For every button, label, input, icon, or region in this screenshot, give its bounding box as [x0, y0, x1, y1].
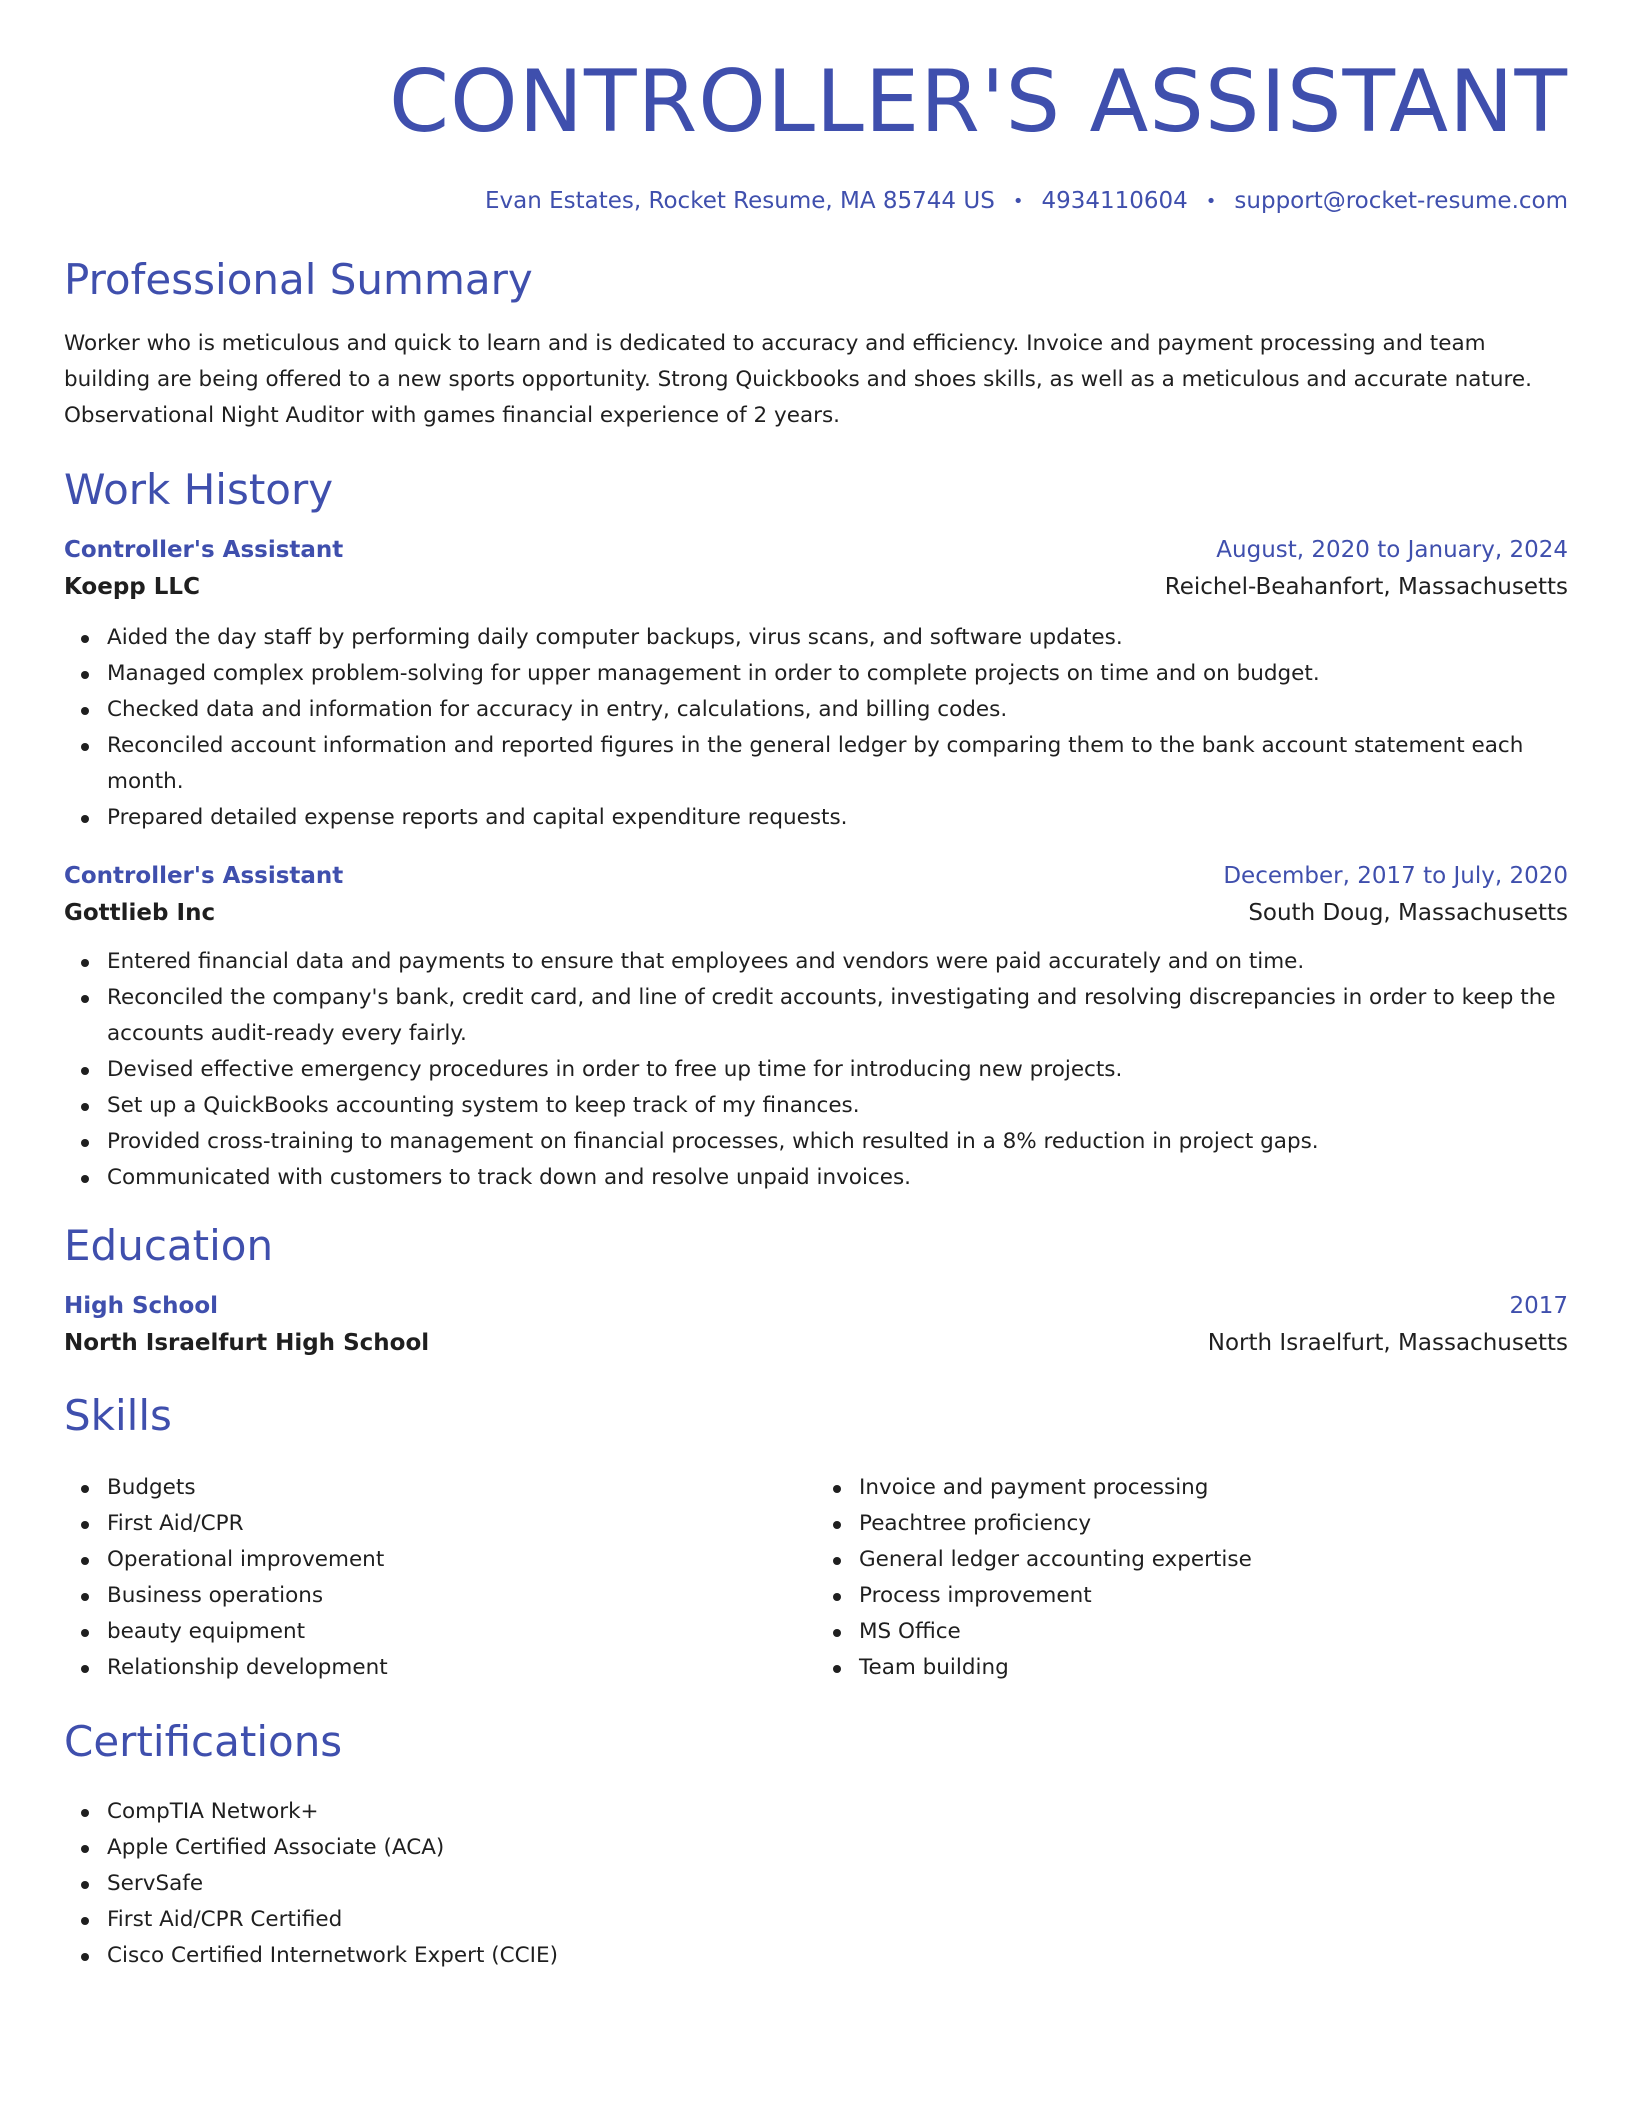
contact-phone: 4934110604 — [1041, 188, 1188, 214]
skill-item: beauty equipment — [107, 1614, 816, 1650]
education-location: North Israelfurt, Massachusetts — [1207, 1330, 1568, 1356]
skill-item: Business operations — [107, 1578, 816, 1614]
certifications-list — [64, 1794, 1568, 1974]
job-bullet: Communicated with customers to track down and resolve unpaid invoices. — [107, 1160, 1568, 1196]
job-bullet: Aided the day staff by performing daily computer backups, virus scans, and software updates. — [107, 620, 1568, 656]
skill-item: Process improvement — [859, 1578, 1568, 1614]
skill-item: Relationship development — [107, 1650, 816, 1686]
contact-separator: • — [1205, 190, 1217, 212]
skill-item: Operational improvement — [107, 1542, 816, 1578]
skill-item: Team building — [859, 1650, 1568, 1686]
education-entry — [64, 1290, 1568, 1360]
job-bullet: Entered financial data and payments to ensure that employees and vendors were paid accurately and on time. — [107, 944, 1568, 980]
job-entry — [64, 534, 1568, 836]
skills-list-left — [64, 1470, 816, 1686]
job-dates: August, 2020 to January, 2024 — [1216, 537, 1568, 563]
section-title-skills: Skills — [64, 1391, 172, 1440]
job-bullet: Managed complex problem-solving for upper management in order to complete projects on time and on budget. — [107, 656, 1568, 692]
skill-item: Budgets — [107, 1470, 816, 1506]
job-entry — [64, 860, 1568, 1196]
section-title-summary: Professional Summary — [64, 255, 533, 304]
education-year: 2017 — [1509, 1293, 1568, 1319]
education-degree: High School — [64, 1293, 219, 1319]
job-dates: December, 2017 to July, 2020 — [1223, 863, 1568, 889]
job-title-row — [64, 860, 1568, 892]
education-school: North Israelfurt High School — [64, 1330, 430, 1356]
job-title: Controller's Assistant — [64, 537, 344, 563]
job-employer: Koepp LLC — [64, 574, 200, 600]
job-bullet: Set up a QuickBooks accounting system to keep track of my finances. — [107, 1088, 1568, 1124]
contact-separator: • — [1012, 190, 1024, 212]
certification-item: First Aid/CPR Certified — [107, 1902, 1568, 1938]
job-bullet: Reconciled account information and reported figures in the general ledger by comparing them to the bank account statement each month. — [107, 728, 1568, 800]
section-title-education: Education — [64, 1221, 274, 1270]
job-employer: Gottlieb Inc — [64, 900, 216, 926]
skill-item: Peachtree proficiency — [859, 1506, 1568, 1542]
job-bullets — [64, 620, 1568, 836]
job-title: Controller's Assistant — [64, 863, 344, 889]
certification-item: ServSafe — [107, 1866, 1568, 1902]
job-bullets — [64, 944, 1568, 1196]
education-school-row — [64, 1326, 1568, 1360]
job-bullet: Devised effective emergency procedures in order to free up time for introducing new projects. — [107, 1052, 1568, 1088]
job-employer-row — [64, 896, 1568, 930]
summary-text: Worker who is meticulous and quick to learn and is dedicated to accuracy and efficiency. Invoice and payment processing and team building are being offered to a new sports opportunity. Strong Quickbooks and shoes skills, as well as a meticulous and accurate nature. Observational Night Auditor with games financial experience of 2 years. — [64, 331, 1532, 428]
skills-columns — [64, 1470, 1568, 1686]
certification-item: Apple Certified Associate (ACA) — [107, 1830, 1568, 1866]
education-degree-row — [64, 1290, 1568, 1322]
candidate-name: CONTROLLER'S ASSISTANT — [388, 52, 1568, 152]
job-bullet: Prepared detailed expense reports and capital expenditure requests. — [107, 800, 1568, 836]
contact-email: support@rocket-resume.com — [1234, 188, 1568, 214]
job-location: Reichel-Beahanfort, Massachusetts — [1164, 574, 1568, 600]
section-title-work-history: Work History — [64, 465, 334, 514]
contact-address: Evan Estates, Rocket Resume, MA 85744 US — [485, 188, 995, 214]
contact-line — [64, 188, 1568, 214]
job-bullet: Checked data and information for accuracy in entry, calculations, and billing codes. — [107, 692, 1568, 728]
skill-item: MS Office — [859, 1614, 1568, 1650]
skill-item: Invoice and payment processing — [859, 1470, 1568, 1506]
certification-item: Cisco Certified Internetwork Expert (CCIE) — [107, 1938, 1568, 1974]
job-bullet: Reconciled the company's bank, credit card, and line of credit accounts, investigating and resolving discrepancies in order to keep the accounts audit-ready every fairly. — [107, 980, 1568, 1052]
job-employer-row — [64, 570, 1568, 604]
job-location: South Doug, Massachusetts — [1248, 900, 1568, 926]
job-bullet: Provided cross-training to management on financial processes, which resulted in a 8% reduction in project gaps. — [107, 1124, 1568, 1160]
skill-item: General ledger accounting expertise — [859, 1542, 1568, 1578]
certification-item: CompTIA Network+ — [107, 1794, 1568, 1830]
job-title-row — [64, 534, 1568, 566]
skill-item: First Aid/CPR — [107, 1506, 816, 1542]
skills-list-right — [816, 1470, 1568, 1686]
section-title-certifications: Certifications — [64, 1717, 343, 1766]
